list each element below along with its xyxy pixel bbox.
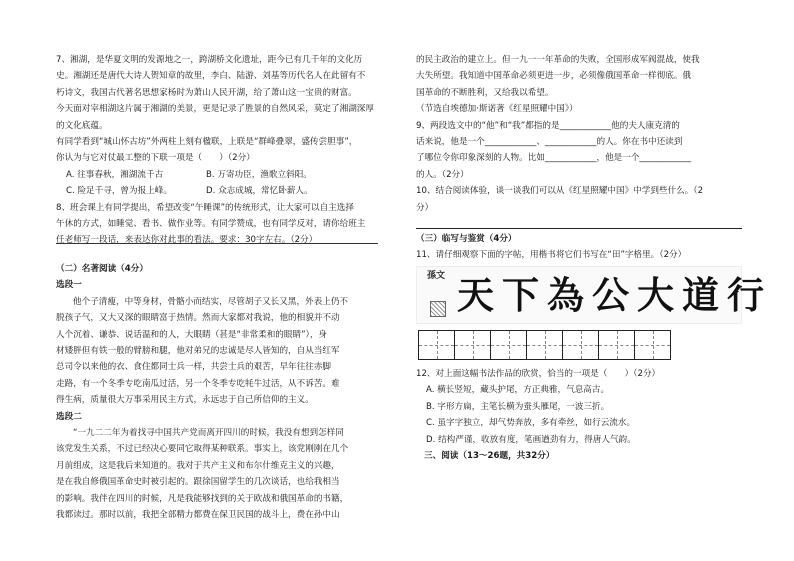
q11-prompt: 11、请仔细观察下面的字帖，用楷书将它们书写在“田”字格里。（2分）	[416, 250, 687, 261]
excerpt-2-line: 月前组成，这是我后来知道的。我对于共产主义和布尔什维克主义的兴趣，	[56, 460, 340, 471]
q12-prompt: 12、对上面这幅书法作品的欣赏，恰当的一项是（ ）（2分）	[416, 368, 661, 379]
q7-option-a[interactable]: A. 往事春秋，湘湖流千古	[66, 169, 164, 180]
question-8	[56, 200, 378, 249]
excerpt-1-line: 材矮胖但有铁一般的臂膀和腿，他对弟兄的忠诚是尽人皆知的，自从当红军	[56, 345, 340, 356]
q7-option-b[interactable]: B. 万寄功臣，渔歌立斜阳。	[206, 169, 312, 180]
tianzige-cell[interactable]	[634, 330, 671, 360]
q7-option-d[interactable]: D. 众志成城，常忆卧薪人。	[206, 186, 313, 197]
tianzige-cell[interactable]	[418, 330, 455, 360]
section-calligraphy	[416, 231, 772, 360]
question-12	[416, 366, 742, 448]
excerpt-2-line: “一九二二年为着找寻中国共产党而离开四川的时候，我没有想到怎样同	[73, 427, 344, 438]
excerpt-2-line: 我都读过。那时以前，我把全部精力都费在保卫民国的战斗上，费在孙中山	[56, 509, 340, 520]
question-10	[416, 183, 742, 229]
excerpt-2-line: 大失所望。我知道中国革命必须更进一步，必须像俄国革命一样彻底。俄	[416, 71, 692, 82]
tianzige-cell[interactable]	[562, 330, 599, 360]
excerpt-2-line: 的影响。我伴在四川的时候，凡是我能够找到的关于欧战和俄国革命的书籍，	[56, 493, 349, 504]
reading-section-title: 三、阅读（13～26题，共32分）	[424, 450, 555, 461]
tianzige-cell[interactable]	[526, 330, 563, 360]
tianzige-cell[interactable]	[490, 330, 527, 360]
question-9	[416, 118, 742, 184]
q7-line: 朽诗文，我国古代著名思想家杨时为萧山人民开湖，给了萧山这一宝贵的财富。	[56, 87, 357, 98]
q8-line: 8、班会课上有同学提出，希望改变“午睡课”的传统形式，让大家可以自主选择	[56, 202, 354, 213]
section-famous-books	[56, 261, 378, 524]
section-title: （三）临写与鉴赏（4分）	[416, 234, 517, 245]
q7-options	[56, 167, 378, 200]
excerpt-2-line: 是在我自修俄国革命史时被引起的。跟徐国留学生的几次谈话，也给我相当	[56, 477, 340, 488]
tianzige-grid	[418, 330, 742, 360]
q9-line: 了哪位令你印象深刻的人物。比如____________，他是一个____________	[416, 153, 692, 164]
q12-option-d[interactable]: D. 结构严谨，收放有度，笔画遒劲有力，得唐人气韵。	[426, 434, 636, 445]
excerpt-2-title: 选段二	[56, 411, 82, 422]
q10-answer-line[interactable]	[416, 218, 742, 229]
excerpt-2-line: 该党发生关系，不过已经决心要同它取得某种联系。事实上，该党刚刚在几个	[56, 444, 349, 455]
tianzige-cell[interactable]	[598, 330, 635, 360]
excerpt-1-line: 脱孩子气，又大又深的眼睛富于热情。然而大家都对我说，他的相貌并不动	[56, 313, 340, 324]
q12-option-a[interactable]: A. 横长竖短，藏头护尾，方正典雅，气息高古。	[426, 385, 610, 396]
excerpt-1-title: 选段一	[56, 280, 82, 291]
q9-line: 的人。（2分）	[416, 169, 469, 180]
tianzige-cell[interactable]	[454, 330, 491, 360]
q7-line: 今天面对宰相湖这片属于湘湖的美景，更是记录了胜景的自然风采，莫定了湘湖深厚	[56, 104, 374, 115]
excerpt-source: （节选自埃德加·斯诺著《红星照耀中国》）	[416, 104, 578, 115]
q7-line: 7、湘湖，是华夏文明的发源地之一，跨湖桥文化遗址，距今已有几千年的文化历	[56, 55, 363, 65]
q12-option-b[interactable]: B. 字形方扁，主笔长横为蚕头雁尾，一波三折。	[426, 401, 610, 412]
excerpt-1-line: 总司令以来他的衣、食住都同士兵一样，共尝士兵的艰苦，早年往往赤脚	[56, 362, 332, 373]
right-column	[416, 52, 772, 464]
seal-stamp	[430, 301, 446, 317]
q7-prompt: 你认为与它对仗最工整的下联一项是（ ）（2分）	[56, 153, 255, 164]
q9-line: 话来说，他是一个____________、____________的人。你在书中还读到	[416, 137, 683, 148]
excerpt-2-continued	[416, 52, 742, 118]
left-column	[56, 52, 378, 523]
section-title: （二）名著阅读（4分）	[56, 263, 148, 274]
q7-prompt: 有同学看到“城山怀古坊”外两柱上刻有楹联，上联是“群峰叠翠，盛传尝胆事”，	[56, 137, 358, 148]
q7-option-c[interactable]: C. 险足千寻，曾为报上峰。	[66, 186, 172, 197]
q8-line: 午休的方式，如睡觉、看书、做作业等。有同学赞成，也有同学反对，请你给班主	[56, 219, 366, 230]
calligraphy-signature: 孫文	[427, 270, 446, 281]
q10-line: 分）	[416, 202, 434, 213]
excerpt-1-line: 得生病，质量很大万事采用民主方式，永远忠于自己所信仰的主义。	[56, 395, 314, 406]
q7-line: 史。湘湖还是唐代大诗人贺知章的故里，李白、陆游、刘基等历代名人在此留有不	[56, 71, 366, 82]
q7-line: 的文化底蕴。	[56, 120, 108, 131]
q12-option-c[interactable]: C. 虽字字独立，却气势奔放，多有牵丝，如行云流水。	[426, 418, 636, 429]
calligraphy-text: 天下為公大道行	[457, 272, 772, 317]
excerpt-1-line: 走路，有一个冬季专吃南瓜过活，另一个冬季专吃牦牛过活，从不诉苦。难	[56, 378, 340, 389]
excerpt-1-line: 人个沉着、谦恭、说话温和的人，大眼睛（甚是“非常柔和的眼睛”），身	[56, 329, 328, 340]
excerpt-1-line: 他个子清瘦，中等身材，骨骼小而结实，尽管胡子又长又黑，外表上仍不	[73, 296, 349, 307]
calligraphy-image	[416, 266, 772, 324]
q9-line: 9、两段选文中的“他”和“我”都指的是____________他的夫人康克清的	[416, 120, 680, 131]
section-divider	[56, 243, 378, 244]
q10-line: 10、结合阅读体验，谈一谈我们可以从《红星照耀中国》中学到些什么。（2	[416, 186, 704, 197]
question-7	[56, 52, 378, 200]
excerpt-2-line: 国革命的不断胜利，又给我以希望。	[416, 87, 554, 98]
q8-line: 任老师写一段话，来表达你对此事的看法。要求：30字左右。（2分）	[56, 235, 318, 246]
excerpt-2-line: 的民主政治的建立上。但一九一一年革命的失败，全国形成军阀混战，使我	[416, 55, 700, 65]
